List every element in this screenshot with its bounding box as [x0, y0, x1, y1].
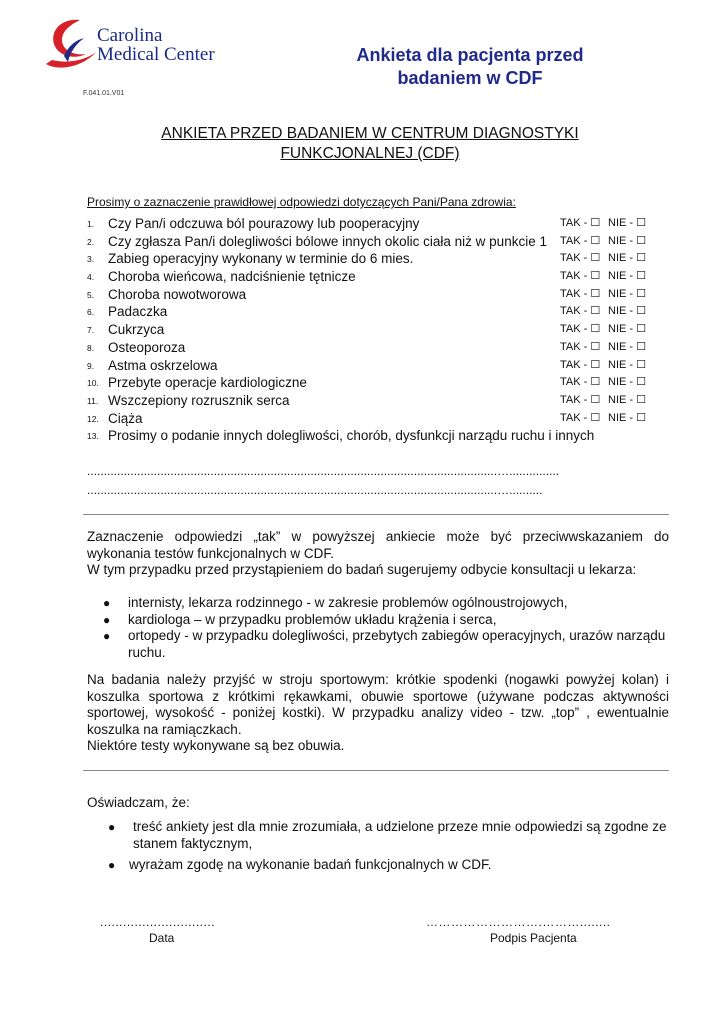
question-row: [87, 410, 667, 428]
attire-paragraph: [87, 672, 669, 755]
yes-checkbox[interactable]: TAK - ☐: [560, 270, 601, 283]
question-row: [87, 286, 667, 304]
bullet-icon: ●: [103, 613, 111, 627]
yes-checkbox[interactable]: TAK - ☐: [560, 411, 601, 424]
question-number: 13.: [87, 431, 99, 442]
warning-consult-text: W tym przypadku przed przystąpieniem do badań sugerujemy odbycie konsultacji u lekarza:: [87, 562, 637, 578]
list-item-text: internisty, lekarza rodzinnego - w zakresie problemów ogólnoustrojowych,: [128, 595, 568, 610]
signature-field[interactable]: ……………………….………........: [426, 915, 611, 929]
list-item-text: ortopedy - w przypadku dolegliwości, przebytych zabiegów operacyjnych, urazów narządu ruchu.: [128, 628, 666, 660]
page-title: [80, 124, 660, 164]
question-number: 10.: [87, 378, 99, 389]
question-text: Przebyte operacje kardiologiczne: [108, 375, 307, 391]
question-number: 1.: [87, 219, 95, 229]
question-row: [87, 233, 667, 251]
question-text: Czy Pan/i odczuwa ból pourazowy lub pooperacyjny: [108, 216, 420, 231]
question-row: [87, 427, 667, 445]
answer-line[interactable]: ...........................................................................................................................…..........: [87, 483, 543, 497]
no-checkbox[interactable]: NIE - ☐: [608, 411, 646, 424]
no-checkbox[interactable]: NIE - ☐: [608, 358, 646, 371]
answer-line[interactable]: ...........................................................................................................................…...............: [87, 464, 560, 478]
warning-text: Zaznaczenie odpowiedzi „tak” w powyższej ankiecie może być przeciwwskazaniem do wykonania testów funkcjonalnych w CDF.: [87, 529, 669, 561]
yes-checkbox[interactable]: TAK - ☐: [560, 287, 601, 300]
question-number: 12.: [87, 413, 99, 424]
attire-text: Na badania należy przyjść w stroju sportowym: krótkie spodenki (nogawki powyżej kolan) i koszulka sportowa z krótkimi rękawkami, obuwie sportowe (używane podczas aktywności sportowej, wysokość - poniżej kostki). W przypadku analizy video - tzw. „top” , ewentualnie koszulka na ramiączkach.: [87, 672, 669, 737]
no-checkbox[interactable]: NIE - ☐: [608, 234, 646, 247]
question-text: Cukrzyca: [108, 322, 165, 338]
question-text: Astma oskrzelowa: [108, 357, 218, 373]
question-number: 2.: [87, 236, 95, 247]
yes-checkbox[interactable]: TAK - ☐: [560, 376, 601, 389]
no-checkbox[interactable]: NIE - ☐: [608, 305, 646, 318]
question-text: Zabieg operacyjny wykonany w terminie do 6 mies.: [108, 251, 414, 267]
page-title-line2: FUNKCJONALNEJ (CDF): [280, 145, 460, 162]
question-row: [87, 357, 667, 375]
question-text: Osteoporoza: [108, 339, 186, 355]
no-checkbox[interactable]: NIE - ☐: [608, 376, 646, 389]
question-row: [87, 374, 667, 392]
declaration-text: wyrażam zgodę na wykonanie badań funkcjonalnych w CDF.: [129, 857, 492, 872]
list-item-text: kardiologa – w przypadku problemów układu krążenia i serca,: [128, 612, 497, 627]
yes-checkbox[interactable]: TAK - ☐: [560, 340, 601, 353]
page-title-line1: ANKIETA PRZED BADANIEM W CENTRUM DIAGNOSTYKI: [161, 125, 579, 142]
question-number: 11.: [87, 395, 99, 406]
bullet-icon: ●: [108, 820, 116, 834]
no-checkbox[interactable]: NIE - ☐: [608, 287, 646, 300]
yes-checkbox[interactable]: TAK - ☐: [560, 393, 601, 406]
question-row: [87, 392, 667, 410]
question-text: Prosimy o podanie innych dolegliwości, chorób, dysfunkcji narządu ruchu i innych: [108, 428, 595, 444]
no-checkbox[interactable]: NIE - ☐: [608, 217, 646, 229]
logo-mark-icon: [40, 16, 100, 76]
date-label: Data: [149, 931, 175, 945]
question-number: 7.: [87, 325, 95, 336]
question-number: 8.: [87, 342, 95, 353]
question-row: [87, 303, 667, 321]
signature-label: Podpis Pacjenta: [490, 931, 577, 945]
logo-text-line1: Carolina: [97, 25, 163, 46]
question-row: [87, 339, 667, 357]
question-text: Choroba nowotworowa: [108, 286, 247, 302]
question-row: [87, 215, 667, 233]
bullet-icon: ●: [103, 629, 111, 643]
yes-checkbox[interactable]: TAK - ☐: [560, 305, 601, 318]
question-number: 9.: [87, 360, 95, 371]
yes-checkbox[interactable]: TAK - ☐: [560, 234, 601, 247]
no-checkbox[interactable]: NIE - ☐: [608, 340, 646, 353]
intro-text: Prosimy o zaznaczenie prawidłowej odpowiedzi dotyczących Pani/Pana zdrowia:: [87, 195, 516, 209]
question-number: 5.: [87, 289, 95, 300]
logo: [40, 16, 230, 76]
header-title-line2: badaniem w CDF: [397, 68, 543, 88]
warning-paragraph: [87, 529, 669, 579]
header-title: [320, 44, 620, 90]
question-text: Ciąża: [108, 410, 143, 426]
divider: [83, 514, 669, 515]
logo-text-line2: Medical Center: [97, 44, 215, 65]
no-checkbox[interactable]: NIE - ☐: [608, 323, 646, 336]
question-number: 4.: [87, 272, 95, 283]
no-checkbox[interactable]: NIE - ☐: [608, 270, 646, 283]
question-row: [87, 250, 667, 268]
question-number: 6.: [87, 307, 95, 318]
declaration-heading: Oświadczam, że:: [87, 795, 190, 810]
question-text: Wszczepiony rozrusznik serca: [108, 392, 290, 408]
attire-shoes-text: Niektóre testy wykonywane są bez obuwia.: [87, 738, 345, 754]
bullet-icon: ●: [108, 858, 116, 872]
no-checkbox[interactable]: NIE - ☐: [608, 252, 646, 265]
divider: [83, 770, 669, 771]
logo-text: [97, 26, 215, 64]
yes-checkbox[interactable]: TAK - ☐: [560, 358, 601, 371]
question-list: [87, 215, 667, 445]
yes-checkbox[interactable]: TAK - ☐: [560, 217, 601, 229]
header-title-line1: Ankieta dla pacjenta przed: [356, 45, 584, 65]
bullet-icon: ●: [103, 596, 111, 610]
yes-checkbox[interactable]: TAK - ☐: [560, 252, 601, 265]
question-number: 3.: [87, 254, 95, 265]
question-row: [87, 321, 667, 339]
question-row: [87, 268, 667, 286]
question-text: Padaczka: [108, 304, 168, 320]
form-code: F.041.01.V01: [83, 90, 125, 97]
no-checkbox[interactable]: NIE - ☐: [608, 393, 646, 406]
date-field[interactable]: ..............................: [100, 915, 216, 929]
question-text: Choroba wieńcowa, nadciśnienie tętnicze: [108, 269, 356, 285]
yes-checkbox[interactable]: TAK - ☐: [560, 323, 601, 336]
declaration-text: treść ankiety jest dla mnie zrozumiała, a udzielone przeze mnie odpowiedzi są zgodne ze stanem faktycznym,: [133, 819, 667, 851]
question-text: Czy zgłasza Pan/i dolegliwości bólowe innych okolic ciała niż w punkcie 1: [108, 233, 547, 249]
